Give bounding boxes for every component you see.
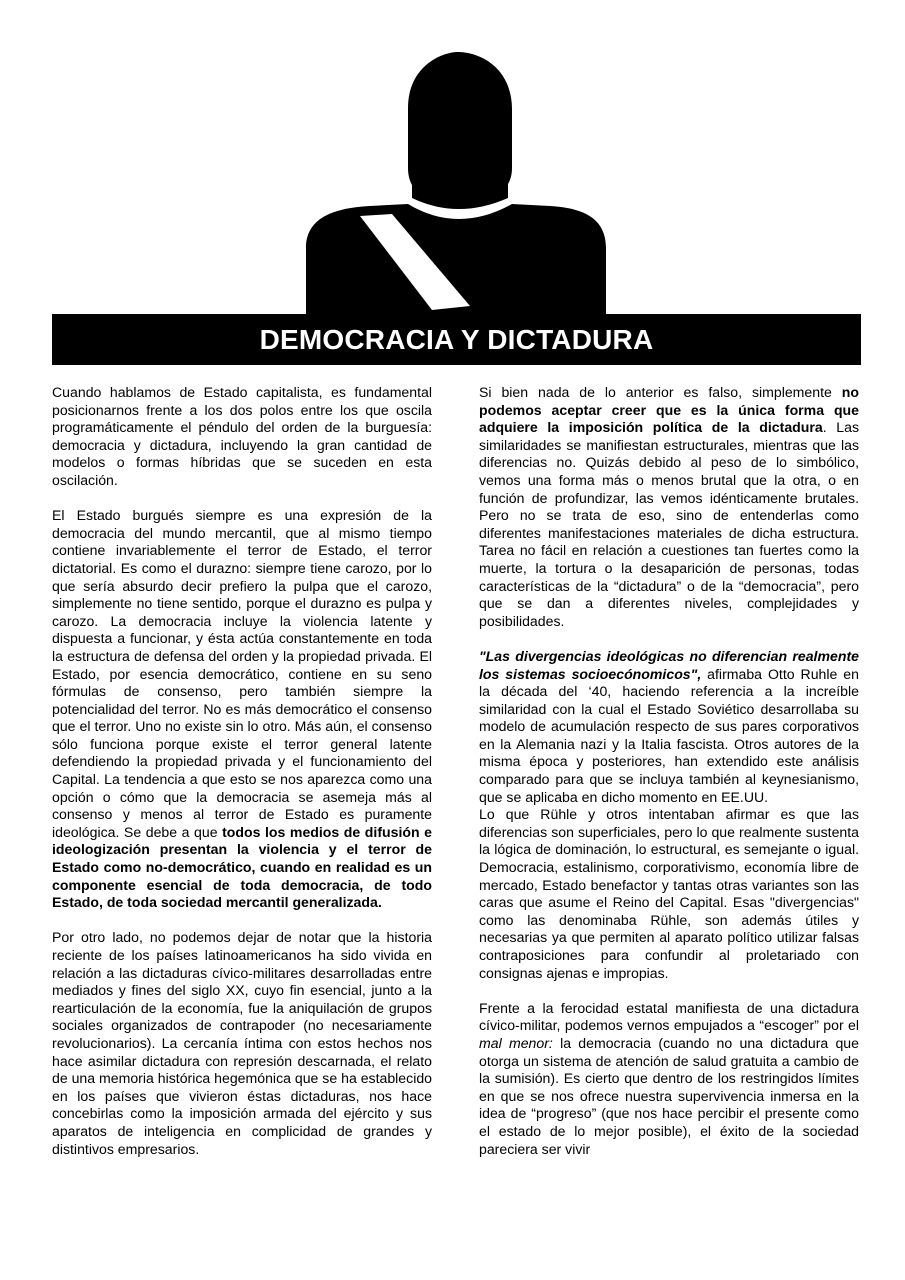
paragraph-text: . Las similaridades se manifiestan estructurales, mientras que las diferencias no. Quizás debido al peso de lo simbólico, vemos una forma más o menos brutal que la otra, o en función de profundizar, las vemos idénticamente brutales. Pero no se trata de eso, sino de entenderlas como diferentes manifestaciones materiales de dicha estructura. Tarea no fácil en relación a cuestiones tan fuertes como la muerte, la tortura o la desaparición de personas, todas características de la “dictadura” o de la “democracia”, pero que se dan a diferentes niveles, complejidades y posibilidades. (479, 419, 859, 629)
paragraph-text: Si bien nada de lo anterior es falso, simplemente (479, 384, 842, 400)
bold-emphasis: no podemos aceptar creer que es la única forma que adquiere la imposición política de la dictadura (479, 384, 859, 436)
paragraph: Por otro lado, no podemos dejar de notar que la historia reciente de los países latinoamericanos ha sido vivida en relación a las dictaduras cívico-militares desarrolladas entre mediados y fines del siglo XX, cuyo fin esencial, junto a la rearticulación de la economía, fue la aniquilación de grupos sociales organizados de contrapoder (no necesariamente revolucionarios). La cercanía íntima con estos hechos nos hace asimilar dictadura con represión descarnada, el relato de una memoria histórica hegemónica que se ha establecido en los países que vivieron éstas dictaduras, nos hace concebirlas como la imposición armada del ejército y sus aparatos de inteligencia en complicidad de grandes y distintivos empresarios. (52, 929, 432, 1157)
paragraph (52, 507, 432, 912)
quote-emphasis: "Las divergencias ideológicas no diferencian realmente los sistemas socioecónomicos", (479, 647, 859, 682)
military-silhouette-icon (300, 48, 610, 318)
bold-emphasis: todos los medios de difusión e ideologización presentan la violencia y el terror de Estado como no-democrático, cuando en realidad es un componente esencial de toda democracia, de todo Estado, de toda sociedad mercantil generalizada. (52, 823, 432, 911)
paragraph (479, 1000, 859, 1158)
italic-emphasis: mal menor: (479, 1034, 553, 1051)
paragraph: Cuando hablamos de Estado capitalista, es fundamental posicionarnos frente a los dos polos entre los que oscila programáticamente el péndulo del orden de la burguesía: democracia y dictadura, incluyendo la gran cantidad de modelos o formas híbridas que se suceden en esta oscilación. (52, 384, 432, 488)
paragraph-text: la democracia (cuando no una dictadura que otorga un sistema de atención de salud gratuita a cambio de la sumisión). Es cierto que dentro de los restringidos límites en que se nos ofrece nuestra supervivencia inmersa en la idea de “progreso” (que nos hace percibir el presente como el estado de lo mejor posible), el éxito de la sociedad pareciera ser vivir (479, 1034, 859, 1157)
title-banner (52, 314, 861, 365)
left-column (52, 384, 432, 1176)
paragraph-text: afirmaba Otto Ruhle en la década del ‘40, haciendo referencia a la increíble similaridad con la cual el Estado Soviético desarrollaba su modelo de acumulación respecto de sus pares corporativos en la Alemania nazi y la Italia fascista. Otros autores de la misma época y posteriores, han extendido este análisis comparado para que se incluya también al keynesianismo, que se aplicaba en dicho momento en EE.UU. (479, 665, 859, 805)
paragraph-text: Frente a la ferocidad estatal manifiesta de una dictadura cívico-militar, podemos vernos empujados a “escoger” por el (479, 999, 859, 1034)
silhouette-figure-illustration (300, 48, 610, 318)
page-title: DEMOCRACIA Y DICTADURA (259, 323, 654, 355)
paragraph-text: El Estado burgués siempre es una expresión de la democracia del mundo mercantil, que al mismo tiempo contiene invariablemente el terror de Estado, el terror dictatorial. Es como el durazno: siempre tiene carozo, por lo que sería absurdo decir prefiero la pulpa que el carozo, simplemente no tiene sentido, porque el durazno es pulpa y carozo. La democracia incluye la violencia latente y dispuesta a funcionar, y ésta actúa constantemente en toda la estructura de defensa del orden y la propiedad privada. El Estado, por esencia democrático, contiene en su seno fórmulas de consenso, pero también siempre la potencialidad del terror. No es más democrático el consenso que el terror. Uno no existe sin lo otro. Más aún, el consenso sólo funciona porque existe el terror general latente defendiendo la propiedad privada y el funcionamiento del Capital. La tendencia a que esto se nos aparezca como una opción o cómo que la democracia se asemeja más al consenso y menos al terror de Estado es puramente ideológica. Se debe a que (52, 507, 432, 840)
paragraph: Lo que Rühle y otros intentaban afirmar es que las diferencias son superficiales, pero lo que realmente sustenta la lógica de dominación, lo estructural, es semejante o igual. Democracia, estalinismo, corporativismo, economía libre de mercado, Estado benefactor y tantas otras variantes son las caras que asume el Reino del Capital. Esas "divergencias" como las denominaba Rühle, son además útiles y necesarias ya que permiten al aparato político utilizar falsas contraposiciones para confundir al proletariado con consignas ajenas e impropias. (479, 806, 859, 981)
paragraph (479, 648, 859, 806)
paragraph (479, 384, 859, 630)
right-column (479, 384, 859, 1176)
